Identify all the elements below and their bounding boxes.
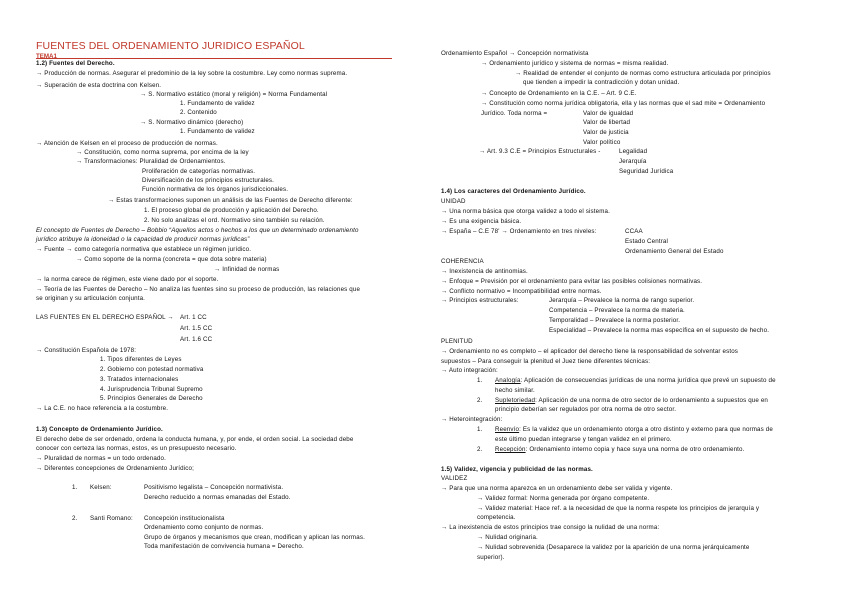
author-name: Kelsen:	[90, 484, 112, 491]
subheading-plenitud: PLENITUD	[441, 338, 473, 345]
text-line: → Constitución Española de 1978:	[36, 347, 137, 354]
section-heading-1-3: 1.3) Concepto de Ordenamiento Jurídico.	[36, 426, 163, 433]
text-line: → Enfoque = Previsión por el ordenamiento para evitar las posibles colisiones normativas.	[441, 278, 703, 285]
term-supletoriedad: Supletoriedad	[495, 397, 536, 404]
text-line: → Constitución, como norma suprema, por encima de la ley	[76, 149, 249, 156]
text-line: Competencia – Prevalece la norma de materia.	[549, 307, 685, 314]
text-line: → Ordenamiento no es completo – el aplicador del derecho tiene la responsabilidad de solventar estos	[441, 348, 739, 355]
text-line: Valor de justicia	[583, 129, 629, 136]
text-line: este último puedan integrarse y tengan validez en el primero.	[495, 436, 672, 443]
text-line: → Ordenamiento jurídico y sistema de normas = misma realidad.	[481, 60, 669, 67]
list-number: 2.	[72, 515, 78, 522]
text-line: Seguridad Jurídica	[619, 168, 674, 175]
term-analogia: Analogía	[495, 377, 521, 384]
text-line: → Transformaciones: Pluralidad de Ordenamientos.	[76, 158, 226, 165]
text-line: principio deberían ser regulados por otra norma de otro sector.	[495, 406, 677, 413]
text-line: → Fuente → como categoría normativa que establece un régimen jurídico.	[36, 246, 252, 253]
term-definition: : Es la validez que un ordenamiento otorga a otro distinto y externo para que normas de	[519, 426, 773, 433]
text-line: → Para que una norma aparezca en un ordenamiento debe ser valida y vigente.	[441, 485, 673, 492]
subheading-coherencia: COHERENCIA	[441, 258, 484, 265]
text-line: Ordenamiento Español → Concepción normativista	[441, 50, 589, 57]
text-line: → Constitución como norma jurídica obligatoria, ella y las normas que el sad mite = Ordenamiento	[481, 100, 766, 107]
text-line: → Estas transformaciones suponen un análisis de las Fuentes de Derecho diferente:	[108, 197, 353, 204]
text-line: Valor político	[583, 139, 621, 146]
text-line: Valor de libertad	[583, 119, 631, 126]
text-line: Toda manifestación de convivencia humana = Derecho.	[144, 543, 304, 550]
term-recepcion: Recepción	[495, 446, 526, 453]
author-name: Santi Romano:	[90, 515, 133, 522]
term-definition: : Aplicación de consecuencias jurídicas de una norma jurídica que prevé un supuesto de	[520, 377, 776, 384]
text-line: Jurídico. Toda norma =	[481, 110, 548, 117]
text-line: Jerarquía – Prevalece la norma de rango superior.	[549, 297, 695, 304]
text-line: Estado Central	[625, 238, 669, 245]
text-line: → La C.E. no hace referencia a la costumbre.	[36, 405, 169, 412]
text-line: Función normativa de los órganos jurisdiccionales.	[142, 186, 289, 193]
text-line: CCAA	[625, 228, 643, 235]
text-line: El concepto de Fuentes de Derecho – Bobbio “Aquellos actos o hechos a los que un determinado ordenamiento	[36, 227, 359, 234]
list-number: 2.	[477, 397, 483, 404]
term-definition: : Ordenamiento interno copia y hace suya una norma de otro ordenamiento.	[525, 446, 745, 453]
text-line: se originan y su articulación conjunta.	[36, 295, 146, 302]
text-line: 2. No solo analizas el ord. Normativo sino también su relación.	[144, 217, 325, 224]
text-line: que tienden a impedir la contradicción y dotan unidad.	[523, 79, 680, 86]
list-item: 1. Tipos diferentes de Leyes	[100, 356, 182, 363]
list-item-line	[495, 426, 773, 434]
list-item-line	[495, 397, 768, 405]
text-line: → Concepto de Ordenamiento en la C.E. – Art. 9 C.E.	[481, 90, 637, 97]
text-line: → La inexistencia de estos principios trae consigo la nulidad de una norma:	[441, 524, 660, 531]
text-line: → Infinidad de normas	[214, 266, 280, 273]
text-line: 1. Fundamento de validez	[180, 100, 255, 107]
text-line: → Nulidad sobrevenida (Desaparece la validez por la aparición de una norma jerárquicamente	[477, 544, 750, 551]
document-title: FUENTES DEL ORDENAMIENTO JURIDICO ESPAÑOL	[36, 40, 305, 52]
section-heading-1-5: 1.5) Validez, vigencia y publicidad de las normas.	[441, 466, 593, 473]
text-line: Legalidad	[619, 148, 648, 155]
text-line: → Es una exigencia básica.	[441, 218, 522, 225]
text-line: Ordenamiento General del Estado	[625, 248, 724, 255]
text-line: Especialidad – Prevalece la norma mas específica en el supuesto de hecho.	[549, 327, 770, 334]
list-item: 3. Tratados internacionales	[100, 376, 179, 383]
section-heading-1-2: 1.2) Fuentes del Derecho.	[36, 60, 115, 67]
term-reenvio: Reenvío	[495, 426, 520, 433]
text-line: → Una norma básica que otorga validez a todo el sistema.	[441, 208, 611, 215]
text-line: → Conflicto normativo = Incompatibilidad entre normas.	[441, 288, 602, 295]
section-heading-1-4: 1.4) Los caracteres del Ordenamiento Jurídico.	[441, 188, 586, 195]
list-item: 4. Jurisprudencia Tribunal Supremo	[100, 386, 203, 393]
list-number: 2.	[477, 446, 483, 453]
text-line: 2. Contenido	[180, 109, 217, 116]
text-line: Grupo de órganos y mecanismos que crean, modifican y aplican las normas.	[144, 534, 365, 541]
text-line: supuestos – Para conseguir la plenitud el Juez tiene diferentes técnicas:	[441, 358, 651, 365]
text-line: Valor de igualdad	[583, 110, 634, 117]
text-line: superior).	[477, 554, 505, 561]
tema-label: TEMA1	[36, 53, 57, 60]
text-line: Ordenamiento como conjunto de normas.	[144, 524, 264, 531]
text-line: → S. Normativo dinámico (derecho)	[140, 119, 244, 126]
text-line: → Inexistencia de antinomias.	[441, 268, 528, 275]
text-line: LAS FUENTES EN EL DERECHO ESPAÑOL →	[36, 314, 174, 321]
subheading-unidad: UNIDAD	[441, 198, 466, 205]
text-line: → Superación de esta doctrina con Kelsen.	[36, 82, 162, 89]
list-item-line	[495, 377, 776, 385]
text-line: → Producción de normas. Asegurar el predominio de la ley sobre la costumbre. Ley como normas suprema.	[36, 70, 348, 77]
text-line: → Auto integración:	[441, 367, 498, 374]
text-line: → Art. 9.3 C.E = Principios Estructurales -	[479, 148, 601, 155]
text-line: Art. 1.5 CC	[180, 325, 213, 332]
list-number: 1.	[477, 377, 483, 384]
text-line: Art. 1 CC	[180, 314, 207, 321]
list-item-line	[495, 446, 745, 454]
subheading-validez: VALIDEZ	[441, 475, 468, 482]
text-line: El derecho debe de ser ordenado, ordena la conducta humana, y, por ende, el orden social. La sociedad debe	[36, 436, 354, 443]
text-line: 1. Fundamento de validez	[180, 128, 255, 135]
text-line: competencia.	[477, 514, 516, 521]
term-definition: : Aplicación de una norma de otro sector de lo ordenamiento a supuestos que en	[535, 397, 769, 404]
text-line: Proliferación de categorías normativas.	[142, 168, 256, 175]
text-line: → Pluralidad de normas = un todo ordenado.	[36, 455, 166, 462]
text-line: → Como soporte de la norma (concreta = que dota sobre materia)	[76, 256, 267, 263]
text-line: → S. Normativo estático (moral y religión) = Norma Fundamental	[140, 91, 328, 98]
text-line: → Heterointegración:	[441, 416, 503, 423]
text-line: jurídico atribuye la idoneidad o la capacidad de producir normas jurídicas”	[36, 236, 250, 243]
list-number: 1.	[72, 484, 78, 491]
text-line: Jerarquía	[619, 158, 647, 165]
text-line: → Realidad de entender el conjunto de normas como estructura articulada por principios	[515, 70, 771, 77]
list-item: 5. Principios Generales de Derecho	[100, 395, 203, 402]
text-line: conocer con certeza las normas, estos, es un presupuesto necesario.	[36, 445, 237, 452]
text-line: → Nulidad originaria.	[477, 534, 538, 541]
text-line: Diversificación de los principios estructurales.	[142, 177, 275, 184]
text-line: Positivismo legalista – Concepción normativista.	[144, 484, 284, 491]
text-line: → la norma carece de régimen, este viene dado por el soporte.	[36, 276, 219, 283]
list-number: 1.	[477, 426, 483, 433]
text-line: → Diferentes concepciones de Ordenamiento Jurídico;	[36, 465, 194, 472]
text-line: Derecho reducido a normas emanadas del Estado.	[144, 494, 291, 501]
text-line: 1. El proceso global de producción y aplicación del Derecho.	[144, 207, 319, 214]
text-line: hecho similar.	[495, 387, 535, 394]
list-item: 2. Gobierno con potestad normativa	[100, 366, 204, 373]
text-line: Art. 1.6 CC	[180, 336, 213, 343]
text-line: → Teoría de las Fuentes de Derecho – No analiza las fuentes sino su proceso de producción, las relaciones que	[36, 286, 361, 293]
text-line: → Validez formal: Norma generada por órgano competente.	[477, 495, 650, 502]
text-line: → Atención de Kelsen en el proceso de producción de normas.	[36, 140, 218, 147]
title-underline	[36, 58, 392, 59]
text-line: → Validez material: Hace ref. a la necesidad de que la norma respete los principios de jerarquía y	[477, 505, 760, 512]
text-line: → España – C.E 78' → Ordenamiento en tres niveles:	[441, 228, 597, 235]
text-line: Concepción institucionalista	[144, 515, 225, 522]
text-line: Temporalidad – Prevalece la norma posterior.	[549, 317, 681, 324]
text-line: → Principios estructurales:	[441, 297, 519, 304]
